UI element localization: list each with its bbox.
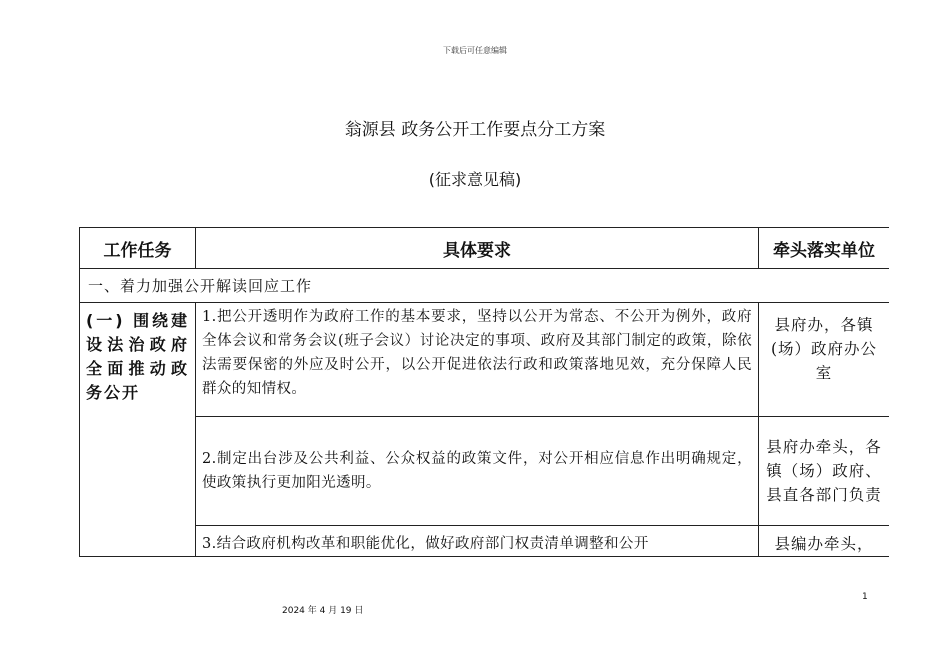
- unit-cell: 县府办，各镇(场）政府办公室: [759, 303, 890, 417]
- table-row: [80, 526, 890, 558]
- column-header-unit: 牵头落实单位: [759, 228, 890, 269]
- task-name: (一) 围绕建设法治政府全面推动政务公开: [80, 303, 196, 558]
- requirement-cell: 3.结合政府机构改革和职能优化，做好政府部门权责清单调整和公开: [196, 526, 759, 558]
- unit-cell: 县编办牵头，: [759, 526, 890, 558]
- document-title: 翁源县 政务公开工作要点分工方案: [344, 120, 606, 140]
- header-note: 下载后可任意编辑: [443, 46, 507, 55]
- unit-cell: 县府办牵头，各镇（场）政府、县直各部门负责: [759, 417, 890, 526]
- column-header-task: 工作任务: [80, 228, 196, 269]
- page-number: 1: [862, 592, 868, 602]
- section-heading: 一、着力加强公开解读回应工作: [80, 269, 890, 303]
- table-header-row: [80, 228, 890, 269]
- table-row: [80, 417, 890, 526]
- task-table: [79, 227, 889, 557]
- table-row: [80, 303, 890, 417]
- section-row: [80, 269, 890, 303]
- footer-date: 2024 年 4 月 19 日: [282, 606, 364, 616]
- requirement-cell: 1.把公开透明作为政府工作的基本要求，坚持以公开为常态、不公开为例外，政府全体会议和常务会议(班子会议）讨论决定的事项、政府及其部门制定的政策，除依法需要保密的外应及时公开，以公开促进依法行政和政策落地见效，充分保障人民群众的知情权。: [196, 303, 759, 417]
- document-subtitle: (征求意见稿): [428, 170, 522, 189]
- column-header-requirement: 具体要求: [196, 228, 759, 269]
- requirement-cell: 2.制定出台涉及公共利益、公众权益的政策文件，对公开相应信息作出明确规定，使政策执行更加阳光透明。: [196, 417, 759, 526]
